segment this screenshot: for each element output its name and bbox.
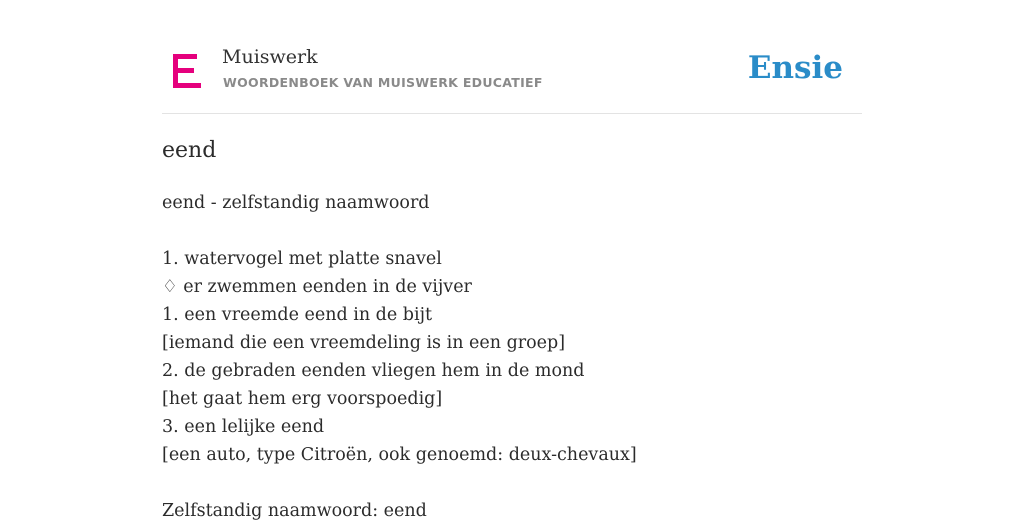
definition-line: 1. een vreemde eend in de bijt: [162, 305, 433, 325]
spacer: [162, 217, 637, 245]
spacer: [162, 469, 637, 497]
definition-footer: Zelfstandig naamwoord: eend: [162, 501, 427, 521]
definition-heading: eend - zelfstandig naamwoord: [162, 193, 430, 213]
definition-line: [het gaat hem erg voorspoedig]: [162, 389, 443, 409]
definition-line: 2. de gebraden eenden vliegen hem in de mond: [162, 361, 585, 381]
definition-body: [162, 189, 637, 525]
definition-line: [een auto, type Citroën, ook genoemd: deux-chevaux]: [162, 445, 637, 465]
brand-subtitle: WOORDENBOEK VAN MUISWERK EDUCATIEF: [223, 75, 543, 90]
site-header: [162, 0, 862, 114]
definition-line: [iemand die een vreemdeling is in een groep]: [162, 333, 566, 353]
page-title: eend: [162, 138, 217, 163]
definition-line: 1. watervogel met platte snavel: [162, 249, 442, 269]
brand-name[interactable]: Muiswerk: [222, 46, 318, 68]
definition-line: 3. een lelijke eend: [162, 417, 325, 437]
muiswerk-logo-icon[interactable]: [173, 54, 201, 88]
definition-line: ♢ er zwemmen eenden in de vijver: [162, 277, 472, 297]
ensie-logo[interactable]: Ensie: [747, 50, 843, 86]
page-container: [162, 0, 862, 521]
